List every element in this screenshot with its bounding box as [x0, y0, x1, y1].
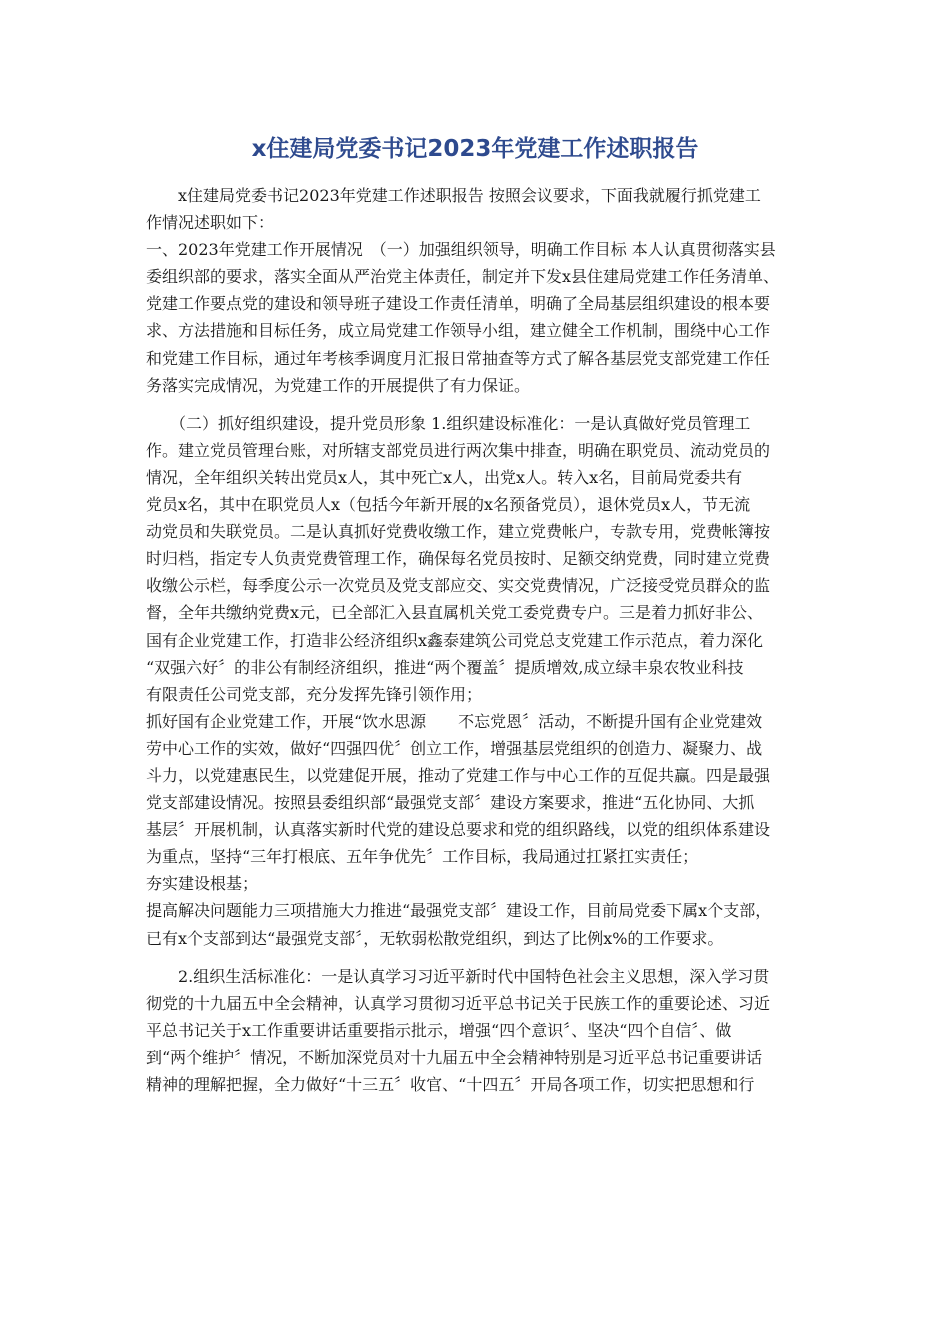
- paragraph: [146, 708, 818, 871]
- paragraph-spacer: [146, 952, 818, 963]
- document-body: [146, 182, 818, 1098]
- text-line: 基层〞开展机制，认真落实新时代党的建设总要求和党的组织路线，以党的组织体系建设: [146, 820, 771, 840]
- text-line: 精神的理解把握，全力做好“十三五〞收官、“十四五〞开局各项工作，切实把思想和行: [146, 1075, 755, 1094]
- text-line: 党建工作要点党的建设和领导班子建设工作责任清单，明确了全局基层组织建设的根本要: [146, 294, 771, 314]
- paragraph: [146, 182, 818, 236]
- text-line: 和党建工作目标，通过年考核季调度月汇报日常抽查等方式了解各基层党支部党建工作任: [146, 348, 771, 368]
- text-line: 提高解决问题能力三项措施大力推进“最强党支部〞建设工作，目前局党委下属x个支部，: [146, 901, 772, 921]
- text-line: 有限责任公司党支部，充分发挥先锋引领作用；: [146, 684, 483, 704]
- text-line: 抓好国有企业党建工作，开展“饮水思源 不忘党恩〞活动，不断提升国有企业党建效: [146, 711, 763, 731]
- text-line: 一、2023年党建工作开展情况 （一）加强组织领导，明确工作目标 本人认真贯彻落实县: [146, 240, 776, 260]
- text-line: 平总书记关于x工作重要讲话重要指示批示，增强“四个意识〞、坚决“四个自信〞、做: [146, 1020, 732, 1040]
- text-line: （二）抓好组织建设，提升党员形象 1.组织建设标准化：一是认真做好党员管理工: [146, 413, 751, 433]
- text-line: 斗力，以党建惠民生，以党建促开展，推动了党建工作与中心工作的互促共赢。四是最强: [146, 765, 771, 785]
- text-line: 夯实建设根基；: [146, 874, 259, 894]
- text-line: 已有x个支部到达“最强党支部〞，无软弱松散党组织，到达了比例x%的工作要求。: [146, 928, 724, 948]
- text-line: 党支部建设情况。按照县委组织部“最强党支部〞建设方案要求，推进“五化协同、大抓: [146, 793, 755, 813]
- text-line: 督，全年共缴纳党费x元，已全部汇入县直属机关党工委党费专户。三是着力抓好非公、: [146, 603, 764, 623]
- text-line: 时归档，指定专人负责党费管理工作，确保每名党员按时、足额交纳党费，同时建立党费: [146, 549, 771, 569]
- text-line: 到“两个维护〞情况，不断加深党员对十九届五中全会精神特别是习近平总书记重要讲话: [146, 1047, 763, 1067]
- text-line: 收缴公示栏，每季度公示一次党员及党支部应交、实交党费情况，广泛接受党员群众的监: [146, 576, 771, 596]
- text-line: 务落实完成情况，为党建工作的开展提供了有力保证。: [146, 375, 531, 395]
- text-line: 作情况述职如下：: [146, 213, 275, 233]
- paragraph: [146, 410, 818, 708]
- text-line: “双强六好〞的非公有制经济组织，推进“两个覆盖〞提质增效,成立绿丰泉农牧业科技: [146, 657, 744, 677]
- paragraph: [146, 897, 818, 951]
- text-line: 委组织部的要求，落实全面从严治党主体责任，制定并下发x县住建局党建工作任务清单、: [146, 267, 780, 287]
- paragraph: [146, 963, 818, 1098]
- text-line: 党员x名，其中在职党员人x（包括今年新开展的x名预备党员），退休党员x人，节无流: [146, 495, 751, 515]
- paragraph: [146, 870, 818, 897]
- text-line: 动党员和失联党员。二是认真抓好党费收缴工作，建立党费帐户，专款专用，党费帐簿按: [146, 522, 771, 542]
- paragraph-spacer: [146, 399, 818, 410]
- text-line: 为重点，坚持“三年打根底、五年争优先〞工作目标，我局通过扛紧扛实责任；: [146, 847, 699, 867]
- text-line: 2.组织生活标准化：一是认真学习习近平新时代中国特色社会主义思想，深入学习贯: [146, 966, 770, 986]
- text-line: 国有企业党建工作，打造非公经济组织x鑫泰建筑公司党总支党建工作示范点，着力深化: [146, 630, 764, 650]
- text-line: 情况，全年组织关转出党员x人，其中死亡x人，出党x人。转入x名，目前局党委共有: [146, 467, 743, 487]
- document-title: x住建局党委书记2023年党建工作述职报告: [251, 136, 699, 162]
- text-line: x住建局党委书记2023年党建工作述职报告 按照会议要求，下面我就履行抓党建工: [146, 186, 761, 205]
- text-line: 求、方法措施和目标任务，成立局党建工作领导小组，建立健全工作机制，围绕中心工作: [146, 321, 771, 341]
- text-line: 劳中心工作的实效，做好“四强四优〞创立工作，增强基层党组织的创造力、凝聚力、战: [146, 738, 763, 758]
- text-line: 作。建立党员管理台账，对所辖支部党员进行两次集中排查，明确在职党员、流动党员的: [146, 440, 771, 460]
- text-line: 彻党的十九届五中全会精神，认真学习贯彻习近平总书记关于民族工作的重要论述、习近: [146, 993, 771, 1013]
- paragraph: [146, 236, 818, 399]
